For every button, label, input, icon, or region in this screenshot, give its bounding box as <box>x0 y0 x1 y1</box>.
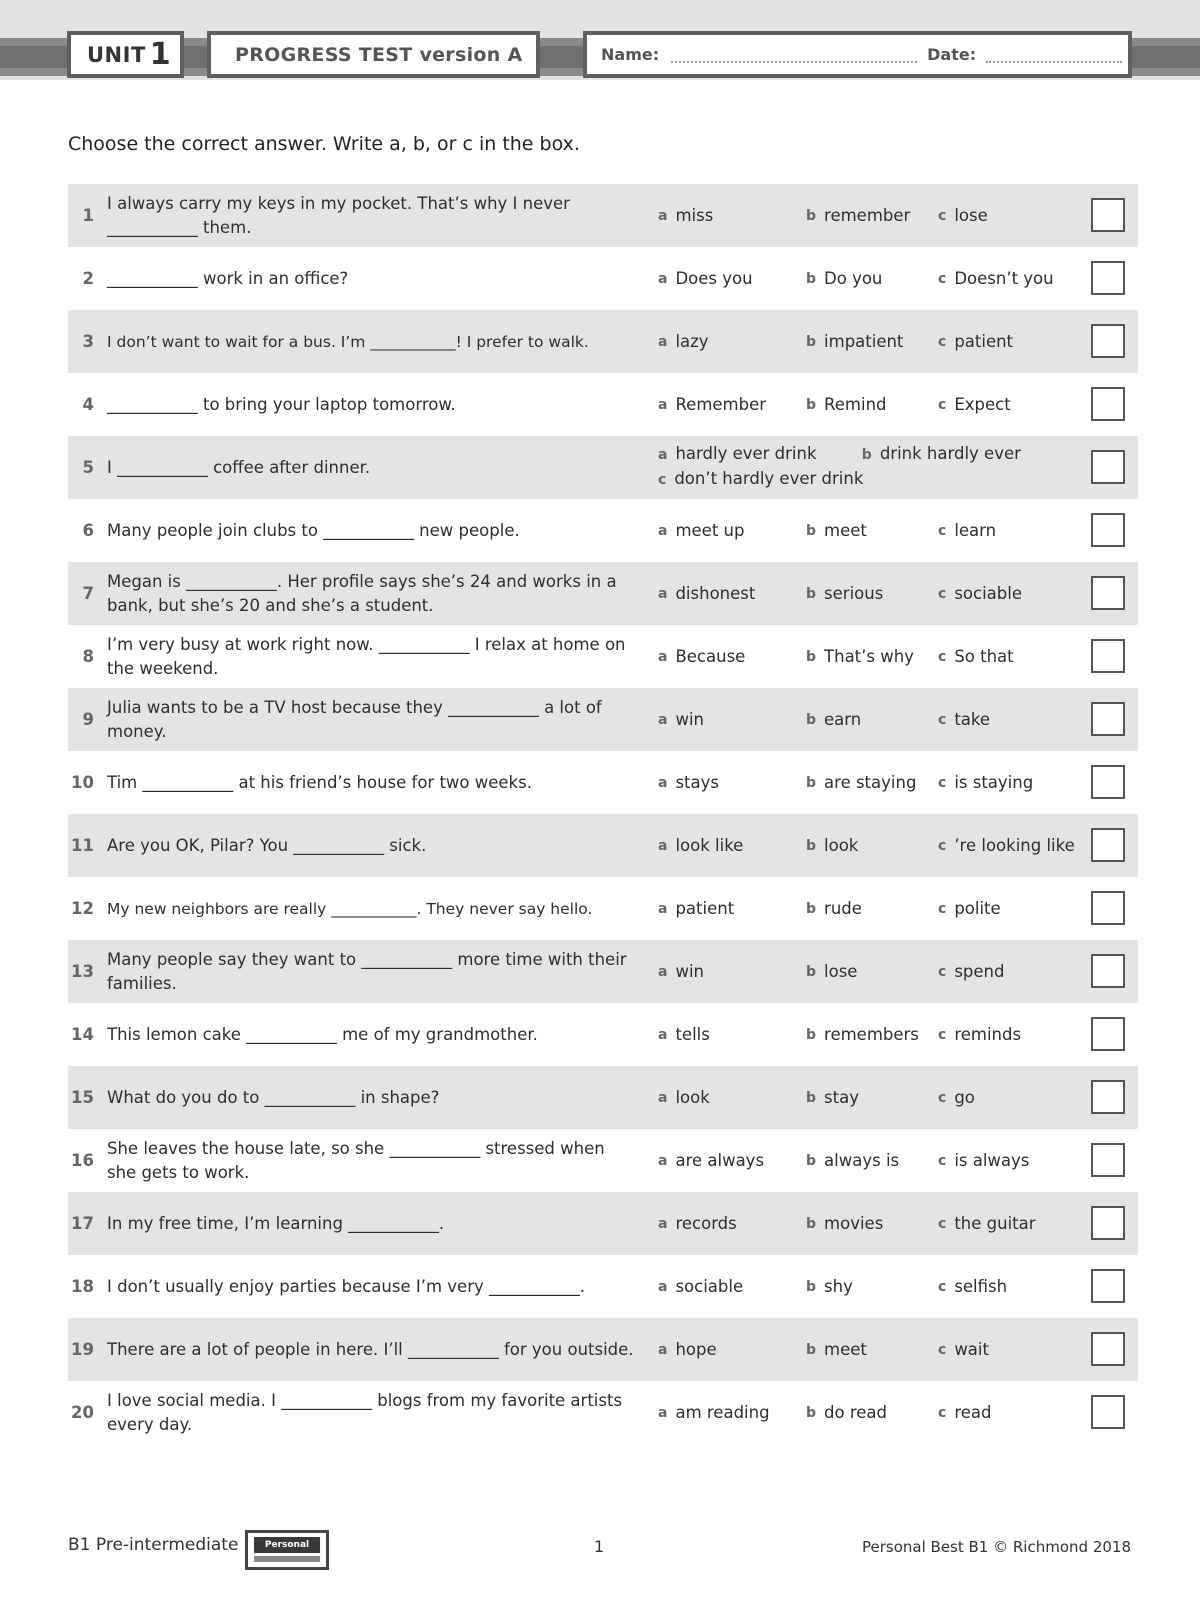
question-row <box>68 247 1138 310</box>
date-label: Date: <box>927 45 977 64</box>
option-a: a are always <box>658 1151 765 1170</box>
question-row <box>68 751 1138 814</box>
question-row <box>68 184 1138 247</box>
option-b: b remembers <box>806 1025 919 1044</box>
option-c: c Expect <box>938 395 1011 414</box>
question-text: I’m very busy at work right now. ___________ I relax at home on the weekend. <box>107 634 626 678</box>
answer-box[interactable] <box>1091 1269 1125 1303</box>
question-number: 1 <box>82 206 94 225</box>
question-text: Tim ___________ at his friend’s house for two weeks. <box>107 772 532 792</box>
question-row <box>68 1003 1138 1066</box>
question-row <box>68 1192 1138 1255</box>
question-row <box>68 814 1138 877</box>
option-a: a look like <box>658 836 744 855</box>
option-b: b serious <box>806 584 884 603</box>
question-text: I always carry my keys in my pocket. That’s why I never ___________ them. <box>107 193 570 237</box>
name-date-box <box>583 31 1132 78</box>
date-field[interactable] <box>986 47 1122 63</box>
question-number: 2 <box>82 269 94 288</box>
option-c: c read <box>938 1403 992 1422</box>
option-b: b Remind <box>806 395 887 414</box>
question-text: What do you do to ___________ in shape? <box>107 1087 440 1107</box>
question-text: I don’t usually enjoy parties because I’m very ___________. <box>107 1276 586 1296</box>
option-a: a dishonest <box>658 584 756 603</box>
option-b: b lose <box>806 962 858 981</box>
logo-bar <box>254 1556 320 1562</box>
question-row <box>68 688 1138 751</box>
option-b: b meet <box>806 1340 867 1359</box>
option-b: b remember <box>806 206 911 225</box>
option-b: b stay <box>806 1088 859 1107</box>
options-line-1 <box>658 442 1021 467</box>
option-a: a sociable <box>658 1277 744 1296</box>
question-row <box>68 1381 1138 1444</box>
answer-box[interactable] <box>1091 450 1125 484</box>
question-number: 19 <box>71 1340 94 1359</box>
answer-box[interactable] <box>1091 1395 1125 1429</box>
name-field[interactable] <box>671 47 917 63</box>
question-text: My new neighbors are really ___________. They never say hello. <box>107 899 593 918</box>
option-b: b earn <box>806 710 862 729</box>
question-number: 6 <box>82 521 94 540</box>
option-c: c is always <box>938 1151 1030 1170</box>
option-c: c Doesn’t you <box>938 269 1054 288</box>
option-c: c learn <box>938 521 997 540</box>
option-c: c spend <box>938 962 1005 981</box>
answer-box[interactable] <box>1091 198 1125 232</box>
option-b: b look <box>806 836 859 855</box>
option-c: c patient <box>938 332 1014 351</box>
question-text: Julia wants to be a TV host because they ___________ a lot of money. <box>107 697 602 741</box>
option-a: a lazy <box>658 332 709 351</box>
option-c: c lose <box>938 206 988 225</box>
option-b: b are staying <box>806 773 917 792</box>
option-c: c go <box>938 1088 975 1107</box>
option-c: c is staying <box>938 773 1034 792</box>
question-row <box>68 877 1138 940</box>
copyright: Personal Best B1 © Richmond 2018 <box>862 1538 1131 1556</box>
answer-box[interactable] <box>1091 324 1125 358</box>
option-b: b Do you <box>806 269 883 288</box>
question-number: 3 <box>82 332 94 351</box>
question-text: Many people say they want to ___________ more time with their families. <box>107 949 627 993</box>
answer-box[interactable] <box>1091 1080 1125 1114</box>
option-a: a stays <box>658 773 719 792</box>
question-text: This lemon cake ___________ me of my grandmother. <box>107 1024 538 1044</box>
option-c: c reminds <box>938 1025 1022 1044</box>
answer-box[interactable] <box>1091 1143 1125 1177</box>
question-number: 5 <box>82 458 94 477</box>
answer-box[interactable] <box>1091 891 1125 925</box>
question-row <box>68 562 1138 625</box>
question-text: I don’t want to wait for a bus. I’m ___________! I prefer to walk. <box>107 332 589 351</box>
option-c: c selfish <box>938 1277 1008 1296</box>
page-number: 1 <box>594 1537 605 1556</box>
answer-box[interactable] <box>1091 513 1125 547</box>
question-number: 14 <box>71 1025 94 1044</box>
option-c: c ’re looking like <box>938 836 1075 855</box>
question-text: In my free time, I’m learning ___________. <box>107 1213 445 1233</box>
question-row <box>68 499 1138 562</box>
option-b: b shy <box>806 1277 853 1296</box>
question-row <box>68 310 1138 373</box>
question-text: Are you OK, Pilar? You ___________ sick. <box>107 835 427 855</box>
question-number: 15 <box>71 1088 94 1107</box>
question-number: 10 <box>71 773 94 792</box>
question-text: Many people join clubs to ___________ new people. <box>107 520 520 540</box>
instruction: Choose the correct answer. Write a, b, or c in the box. <box>68 133 580 155</box>
option-c: c sociable <box>938 584 1022 603</box>
option-a: a miss <box>658 206 714 225</box>
option-b: b rude <box>806 899 862 918</box>
option-a: a hardly ever drink <box>658 444 817 463</box>
option-a: a tells <box>658 1025 710 1044</box>
option-b: b movies <box>806 1214 884 1233</box>
answer-box[interactable] <box>1091 387 1125 421</box>
question-text: She leaves the house late, so she ___________ stressed when she gets to work. <box>107 1138 605 1182</box>
question-number: 12 <box>71 899 94 918</box>
option-a: a look <box>658 1088 710 1107</box>
question-row <box>68 625 1138 688</box>
option-c: c the guitar <box>938 1214 1036 1233</box>
question-number: 4 <box>82 395 94 414</box>
unit-label: UNIT <box>87 42 146 67</box>
options-two-line <box>658 442 1021 492</box>
unit-number: 1 <box>149 37 171 72</box>
question-row <box>68 1255 1138 1318</box>
option-a: a Remember <box>658 395 767 414</box>
question-text: I love social media. I ___________ blogs from my favorite artists every day. <box>107 1390 623 1434</box>
question-row <box>68 373 1138 436</box>
option-a: a meet up <box>658 521 745 540</box>
option-a: a records <box>658 1214 737 1233</box>
answer-box[interactable] <box>1091 261 1125 295</box>
option-b: b do read <box>806 1403 888 1422</box>
question-number: 18 <box>71 1277 94 1296</box>
footer-level: B1 Pre-intermediate <box>68 1535 239 1555</box>
option-a: a am reading <box>658 1403 770 1422</box>
option-a: a patient <box>658 899 735 918</box>
question-number: 16 <box>71 1151 94 1170</box>
answer-box[interactable] <box>1091 702 1125 736</box>
question-number: 13 <box>71 962 94 981</box>
option-a: a hope <box>658 1340 717 1359</box>
option-a: a Does you <box>658 269 753 288</box>
option-c: c So that <box>938 647 1014 666</box>
option-b: b impatient <box>806 332 904 351</box>
option-a: a win <box>658 710 704 729</box>
question-text: Megan is ___________. Her profile says she’s 24 and works in a bank, but she’s 20 and she’s a student. <box>107 571 617 615</box>
question-text: ___________ work in an office? <box>107 268 349 288</box>
answer-box[interactable] <box>1091 1332 1125 1366</box>
question-text: ___________ to bring your laptop tomorrow. <box>107 394 456 414</box>
answer-box[interactable] <box>1091 954 1125 988</box>
answer-box[interactable] <box>1091 765 1125 799</box>
option-b: b That’s why <box>806 647 914 666</box>
option-b: b always is <box>806 1151 900 1170</box>
answer-box[interactable] <box>1091 639 1125 673</box>
personal-best-logo <box>245 1530 329 1570</box>
question-number: 20 <box>71 1403 94 1422</box>
answer-box[interactable] <box>1091 1206 1125 1240</box>
option-c: c take <box>938 710 991 729</box>
option-b: b meet <box>806 521 867 540</box>
option-c: c wait <box>938 1340 989 1359</box>
question-row <box>68 436 1138 499</box>
question-number: 8 <box>82 647 94 666</box>
answer-box[interactable] <box>1091 1017 1125 1051</box>
option-a: a Because <box>658 647 746 666</box>
question-text: There are a lot of people in here. I’ll ___________ for you outside. <box>107 1339 634 1359</box>
test-title-box <box>207 31 540 78</box>
test-title: PROGRESS TEST version A <box>235 43 523 66</box>
option-a: a win <box>658 962 704 981</box>
question-number: 7 <box>82 584 94 603</box>
answer-box[interactable] <box>1091 828 1125 862</box>
answer-box[interactable] <box>1091 576 1125 610</box>
name-label: Name: <box>601 45 660 64</box>
question-number: 9 <box>82 710 94 729</box>
question-list <box>68 184 1138 1444</box>
question-row <box>68 1129 1138 1192</box>
unit-box <box>67 31 184 78</box>
question-row <box>68 940 1138 1003</box>
option-b: b drink hardly ever <box>861 444 1021 463</box>
question-text: I ___________ coffee after dinner. <box>107 457 371 477</box>
option-c: c don’t hardly ever drink <box>658 469 864 488</box>
question-row <box>68 1318 1138 1381</box>
logo-text: Personal <box>254 1537 320 1553</box>
question-row <box>68 1066 1138 1129</box>
option-c: c polite <box>938 899 1001 918</box>
question-number: 17 <box>71 1214 94 1233</box>
question-number: 11 <box>71 836 94 855</box>
